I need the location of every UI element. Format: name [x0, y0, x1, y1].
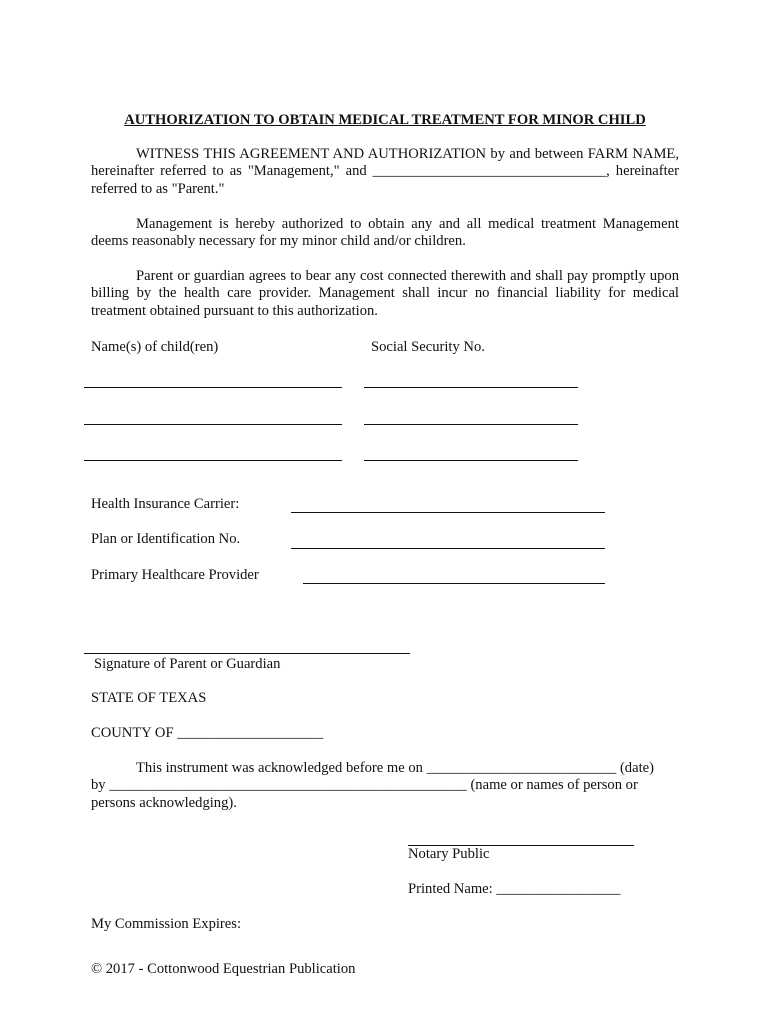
acknowledgment-line-3: persons acknowledging). — [91, 795, 237, 811]
state-label: STATE OF TEXAS — [91, 690, 207, 706]
children-label: Name(s) of child(ren) — [91, 339, 219, 355]
acknowledgment-line-1: This instrument was acknowledged before me on __________________________ (date) — [136, 760, 654, 776]
commission-expires-label: My Commission Expires: — [91, 916, 241, 932]
insurance-carrier-label: Health Insurance Carrier: — [91, 496, 240, 512]
signature-label: Signature of Parent or Guardian — [94, 656, 281, 672]
healthcare-provider-label: Primary Healthcare Provider — [91, 567, 259, 583]
insurance-carrier-line[interactable] — [291, 512, 605, 513]
signature-line[interactable] — [84, 653, 410, 654]
child-name-line-3[interactable] — [84, 460, 342, 461]
copyright-footer: © 2017 - Cottonwood Equestrian Publication — [91, 961, 356, 977]
plan-id-line[interactable] — [291, 548, 605, 549]
witness-paragraph-text: WITNESS THIS AGREEMENT AND AUTHORIZATION by and between FARM NAME, hereinafter referred to as "Management," and ________________________________, hereinafter referred to as "Parent." — [91, 146, 679, 197]
ssn-label: Social Security No. — [371, 339, 485, 355]
ssn-line-1[interactable] — [364, 387, 578, 388]
document-title: AUTHORIZATION TO OBTAIN MEDICAL TREATMENT FOR MINOR CHILD — [124, 112, 646, 128]
printed-name-label: Printed Name: _________________ — [408, 881, 621, 897]
cost-paragraph — [91, 268, 679, 320]
ssn-line-2[interactable] — [364, 424, 578, 425]
plan-id-label: Plan or Identification No. — [91, 531, 241, 547]
authorization-paragraph-text: Management is hereby authorized to obtain any and all medical treatment Management deems reasonably necessary for my minor child and/or children. — [91, 216, 679, 250]
witness-paragraph — [91, 146, 679, 198]
county-label: COUNTY OF ____________________ — [91, 725, 324, 741]
healthcare-provider-line[interactable] — [303, 583, 605, 584]
child-name-line-1[interactable] — [84, 387, 342, 388]
ssn-line-3[interactable] — [364, 460, 578, 461]
authorization-paragraph — [91, 216, 679, 251]
acknowledgment-line-2: by _________________________________________________ (name or names of person or — [91, 777, 638, 793]
notary-public-label: Notary Public — [408, 846, 490, 862]
cost-paragraph-text: Parent or guardian agrees to bear any cost connected therewith and shall pay promptly upon billing by the health care provider. Management shall incur no financial liability for medical treatment obtained pursuant to this authorization. — [91, 268, 679, 319]
child-name-line-2[interactable] — [84, 424, 342, 425]
